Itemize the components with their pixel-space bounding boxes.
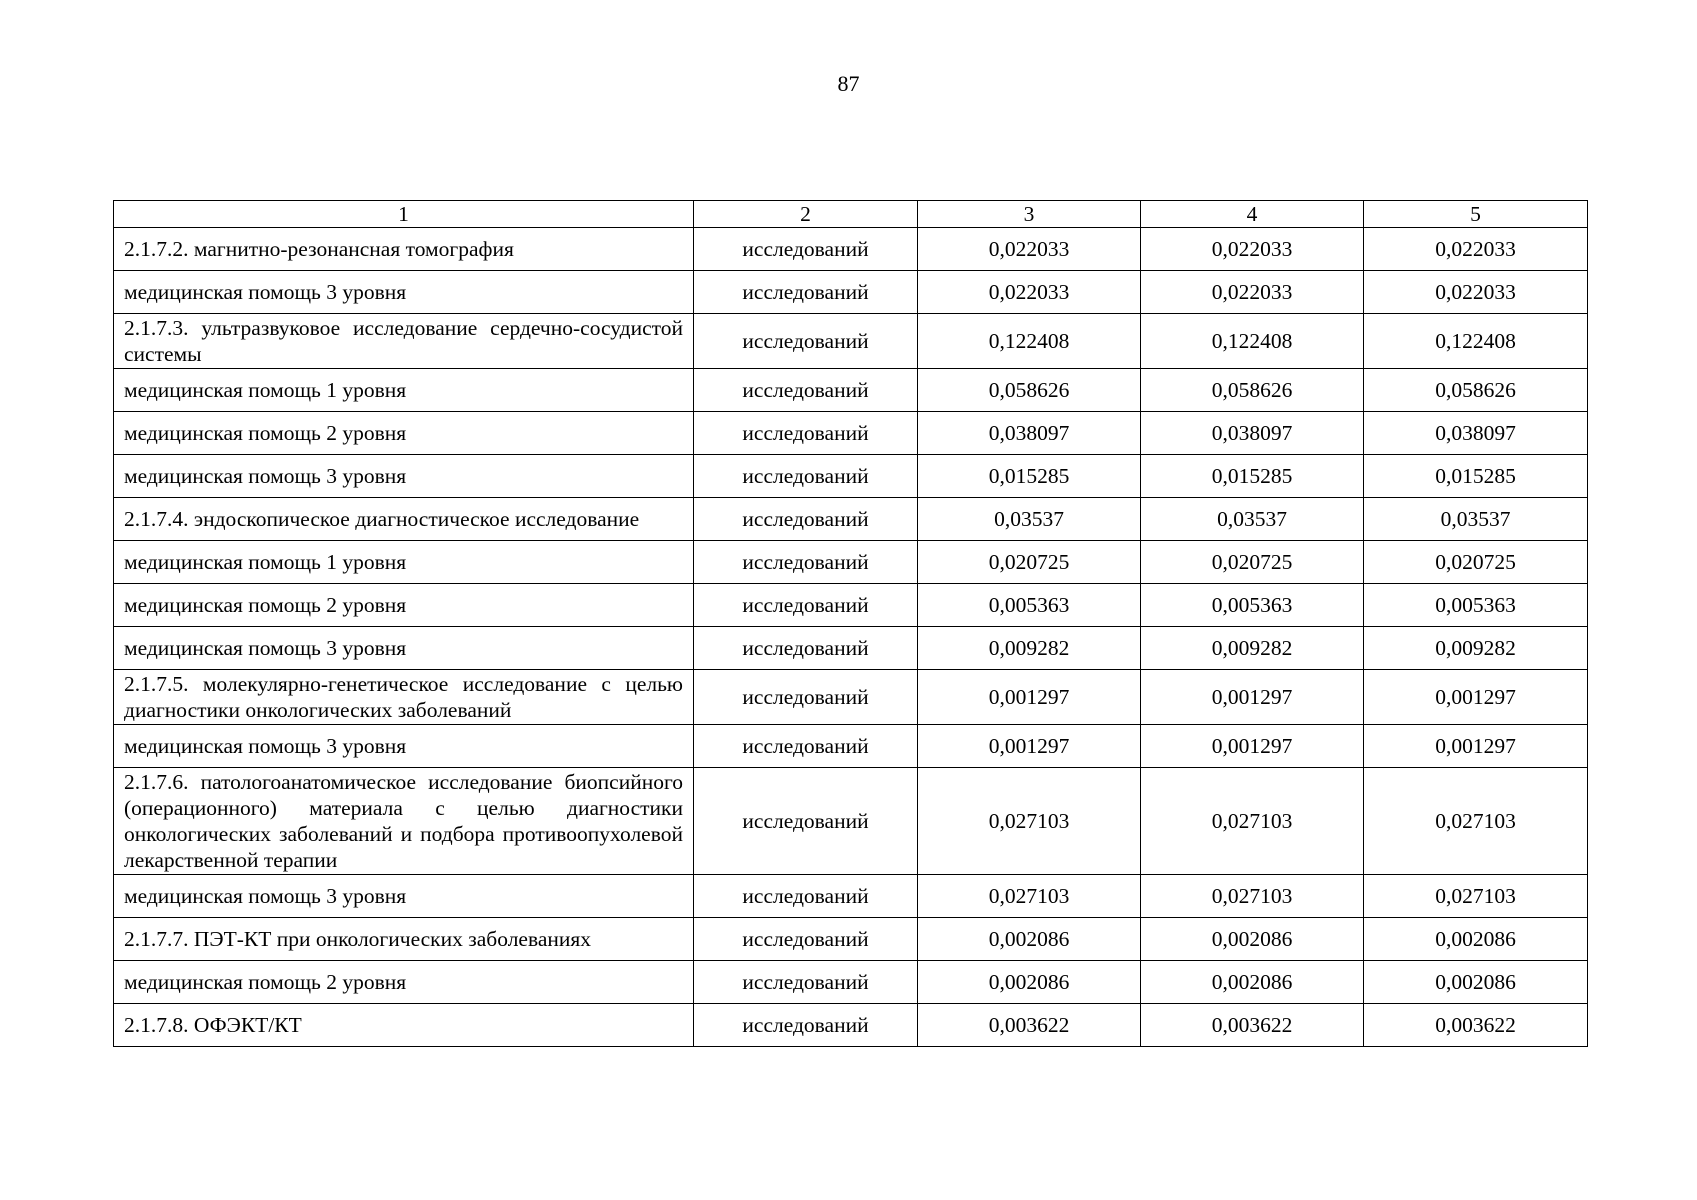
value-cell-col5: 0,001297	[1364, 725, 1588, 768]
table-row	[114, 498, 1588, 541]
table-row	[114, 918, 1588, 961]
table-row	[114, 584, 1588, 627]
table-row	[114, 412, 1588, 455]
row-label-cell: медицинская помощь 3 уровня	[114, 627, 694, 670]
value-cell-col4: 0,003622	[1141, 1004, 1364, 1047]
value-cell-col4: 0,022033	[1141, 271, 1364, 314]
table-row	[114, 875, 1588, 918]
row-label-cell: 2.1.7.4. эндоскопическое диагностическое исследование	[114, 498, 694, 541]
table-body	[114, 228, 1588, 1047]
row-label-cell: 2.1.7.8. ОФЭКТ/КТ	[114, 1004, 694, 1047]
unit-cell: исследований	[694, 1004, 918, 1047]
unit-cell: исследований	[694, 412, 918, 455]
unit-cell: исследований	[694, 768, 918, 875]
table-row	[114, 961, 1588, 1004]
unit-cell: исследований	[694, 455, 918, 498]
value-cell-col3: 0,002086	[918, 961, 1141, 1004]
value-cell-col4: 0,058626	[1141, 369, 1364, 412]
value-cell-col5: 0,020725	[1364, 541, 1588, 584]
value-cell-col3: 0,022033	[918, 228, 1141, 271]
header-cell-1: 1	[114, 201, 694, 228]
value-cell-col3: 0,027103	[918, 875, 1141, 918]
value-cell-col5: 0,002086	[1364, 961, 1588, 1004]
row-label-cell: медицинская помощь 2 уровня	[114, 412, 694, 455]
value-cell-col3: 0,027103	[918, 768, 1141, 875]
row-label-cell: медицинская помощь 3 уровня	[114, 271, 694, 314]
unit-cell: исследований	[694, 314, 918, 369]
value-cell-col4: 0,015285	[1141, 455, 1364, 498]
unit-cell: исследований	[694, 961, 918, 1004]
value-cell-col5: 0,003622	[1364, 1004, 1588, 1047]
value-cell-col3: 0,03537	[918, 498, 1141, 541]
unit-cell: исследований	[694, 725, 918, 768]
value-cell-col3: 0,002086	[918, 918, 1141, 961]
value-cell-col3: 0,003622	[918, 1004, 1141, 1047]
value-cell-col4: 0,001297	[1141, 725, 1364, 768]
row-label-cell: медицинская помощь 1 уровня	[114, 541, 694, 584]
value-cell-col4: 0,122408	[1141, 314, 1364, 369]
row-label-cell: медицинская помощь 2 уровня	[114, 961, 694, 1004]
value-cell-col3: 0,009282	[918, 627, 1141, 670]
unit-cell: исследований	[694, 875, 918, 918]
row-label-cell: 2.1.7.7. ПЭТ-КТ при онкологических заболеваниях	[114, 918, 694, 961]
value-cell-col4: 0,03537	[1141, 498, 1364, 541]
table-row	[114, 271, 1588, 314]
row-label-cell: медицинская помощь 3 уровня	[114, 725, 694, 768]
value-cell-col5: 0,038097	[1364, 412, 1588, 455]
value-cell-col5: 0,005363	[1364, 584, 1588, 627]
value-cell-col5: 0,027103	[1364, 768, 1588, 875]
value-cell-col5: 0,058626	[1364, 369, 1588, 412]
value-cell-col3: 0,022033	[918, 271, 1141, 314]
value-cell-col3: 0,020725	[918, 541, 1141, 584]
row-label-cell: медицинская помощь 3 уровня	[114, 875, 694, 918]
value-cell-col5: 0,022033	[1364, 228, 1588, 271]
header-row	[114, 201, 1588, 228]
value-cell-col4: 0,001297	[1141, 670, 1364, 725]
value-cell-col4: 0,005363	[1141, 584, 1364, 627]
value-cell-col4: 0,027103	[1141, 875, 1364, 918]
unit-cell: исследований	[694, 541, 918, 584]
value-cell-col3: 0,122408	[918, 314, 1141, 369]
header-cell-3: 3	[918, 201, 1141, 228]
row-label-cell: медицинская помощь 3 уровня	[114, 455, 694, 498]
value-cell-col5: 0,009282	[1364, 627, 1588, 670]
row-label-cell: медицинская помощь 2 уровня	[114, 584, 694, 627]
unit-cell: исследований	[694, 498, 918, 541]
unit-cell: исследований	[694, 228, 918, 271]
value-cell-col4: 0,027103	[1141, 768, 1364, 875]
table-row	[114, 369, 1588, 412]
table-header	[114, 201, 1588, 228]
value-cell-col3: 0,001297	[918, 725, 1141, 768]
value-cell-col4: 0,002086	[1141, 918, 1364, 961]
data-table	[113, 200, 1588, 1047]
unit-cell: исследований	[694, 369, 918, 412]
value-cell-col3: 0,001297	[918, 670, 1141, 725]
value-cell-col5: 0,015285	[1364, 455, 1588, 498]
table-row	[114, 725, 1588, 768]
value-cell-col5: 0,002086	[1364, 918, 1588, 961]
table-row	[114, 228, 1588, 271]
unit-cell: исследований	[694, 627, 918, 670]
table-row	[114, 670, 1588, 725]
value-cell-col3: 0,058626	[918, 369, 1141, 412]
value-cell-col5: 0,001297	[1364, 670, 1588, 725]
value-cell-col4: 0,020725	[1141, 541, 1364, 584]
table-row	[114, 314, 1588, 369]
row-label-cell: 2.1.7.5. молекулярно-генетическое исследование с целью диагностики онкологических заболеваний	[114, 670, 694, 725]
value-cell-col4: 0,022033	[1141, 228, 1364, 271]
value-cell-col4: 0,009282	[1141, 627, 1364, 670]
value-cell-col4: 0,002086	[1141, 961, 1364, 1004]
page-number: 87	[837, 71, 860, 96]
row-label-cell: медицинская помощь 1 уровня	[114, 369, 694, 412]
unit-cell: исследований	[694, 670, 918, 725]
value-cell-col5: 0,03537	[1364, 498, 1588, 541]
value-cell-col3: 0,005363	[918, 584, 1141, 627]
table-row	[114, 541, 1588, 584]
header-cell-2: 2	[694, 201, 918, 228]
header-cell-5: 5	[1364, 201, 1588, 228]
value-cell-col4: 0,038097	[1141, 412, 1364, 455]
table-row	[114, 1004, 1588, 1047]
table-row	[114, 768, 1588, 875]
row-label-cell: 2.1.7.3. ультразвуковое исследование сердечно-сосудистой системы	[114, 314, 694, 369]
row-label-cell: 2.1.7.6. патологоанатомическое исследование биопсийного (операционного) материала с целью диагностики онкологических заболеваний и подбора противоопухолевой лекарственной терапии	[114, 768, 694, 875]
value-cell-col5: 0,122408	[1364, 314, 1588, 369]
table-row	[114, 455, 1588, 498]
value-cell-col5: 0,022033	[1364, 271, 1588, 314]
value-cell-col3: 0,015285	[918, 455, 1141, 498]
table-row	[114, 627, 1588, 670]
value-cell-col3: 0,038097	[918, 412, 1141, 455]
value-cell-col5: 0,027103	[1364, 875, 1588, 918]
unit-cell: исследований	[694, 584, 918, 627]
row-label-cell: 2.1.7.2. магнитно-резонансная томография	[114, 228, 694, 271]
header-cell-4: 4	[1141, 201, 1364, 228]
unit-cell: исследований	[694, 918, 918, 961]
unit-cell: исследований	[694, 271, 918, 314]
